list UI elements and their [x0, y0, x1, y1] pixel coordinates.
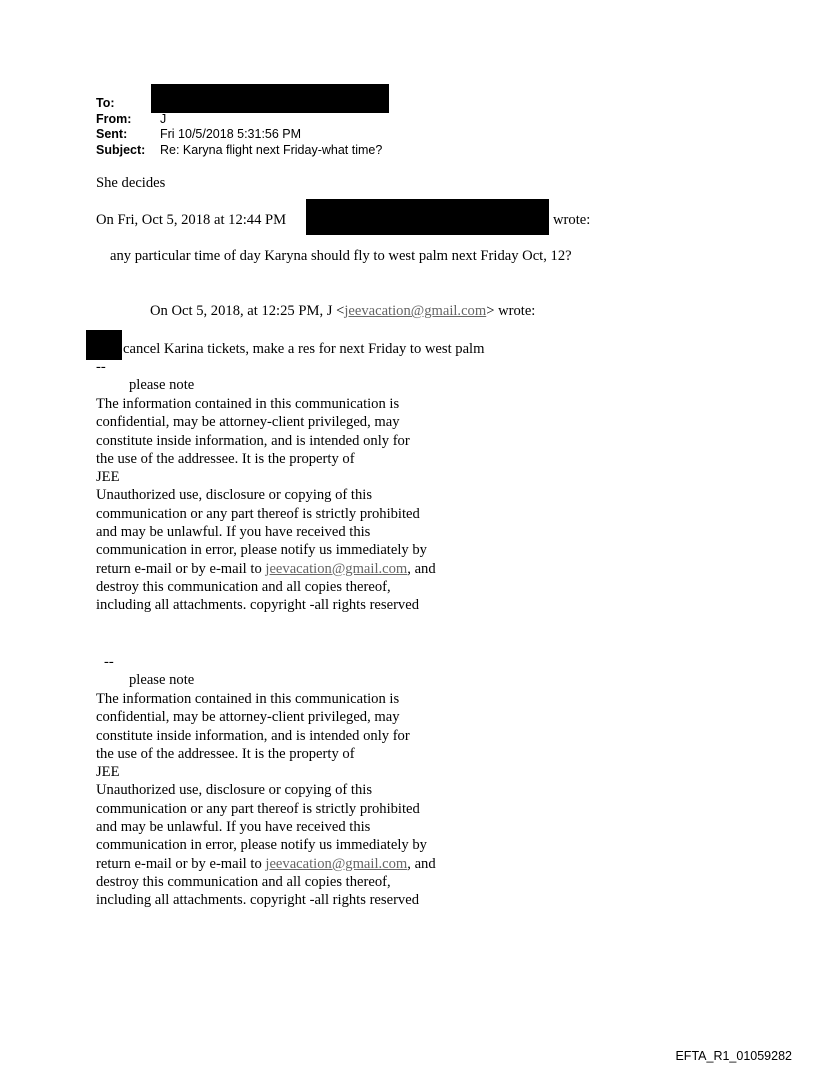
disclaimer-email-link[interactable]: jeevacation@gmail.com: [265, 855, 408, 872]
disclaimer-line: communication or any part thereof is strictly prohibited: [96, 505, 420, 522]
reply-text: She decides: [96, 175, 166, 191]
disclaimer-line: communication in error, please notify us immediately by: [96, 542, 427, 559]
disclaimer-line: and may be unlawful. If you have received this: [96, 819, 371, 836]
disclaimer-line: the use of the addressee. It is the property of: [96, 450, 355, 467]
disclaimer-line: Unauthorized use, disclosure or copying of this: [96, 487, 373, 504]
disclaimer-line: JEE: [96, 469, 120, 486]
from-value: J: [160, 112, 167, 126]
please-note: please note: [129, 377, 195, 393]
disclaimer-line: destroy this communication and all copies thereof,: [96, 873, 391, 890]
signature-separator: --: [104, 654, 114, 670]
disclaimer-line: The information contained in this communication is: [96, 691, 400, 707]
sent-label: Sent:: [96, 127, 128, 141]
quote1-wrote: wrote:: [553, 212, 591, 228]
disclaimer-line-suffix: , and: [407, 855, 436, 872]
quote2-intro-prefix: On Oct 5, 2018, at 12:25 PM, J <: [150, 303, 345, 319]
disclaimer-line: including all attachments. copyright -all rights reserved: [96, 892, 419, 909]
disclaimer-line: communication or any part thereof is strictly prohibited: [96, 800, 420, 817]
disclaimer-line: Unauthorized use, disclosure or copying of this: [96, 782, 373, 799]
signature-separator: --: [96, 359, 106, 375]
disclaimer-line: confidential, may be attorney-client privileged, may: [96, 709, 400, 726]
disclaimer-line: including all attachments. copyright -all rights reserved: [96, 597, 419, 614]
disclaimer-line-prefix: return e-mail or by e-mail to: [96, 855, 266, 872]
quote2-intro-suffix: > wrote:: [486, 303, 536, 319]
quote2-text: cancel Karina tickets, make a res for next Friday to west palm: [123, 341, 485, 357]
disclaimer-block: [96, 690, 436, 910]
bates-number: EFTA_R1_01059282: [675, 1049, 792, 1063]
quote1-text: any particular time of day Karyna should fly to west palm next Friday Oct, 12?: [110, 248, 572, 264]
quote2-intro: [150, 302, 535, 320]
disclaimer-line: communication in error, please notify us immediately by: [96, 837, 427, 854]
disclaimer-line: constitute inside information, and is intended only for: [96, 432, 410, 449]
disclaimer-line-suffix: , and: [407, 560, 436, 577]
disclaimer-line: destroy this communication and all copies thereof,: [96, 578, 391, 595]
please-note: please note: [129, 672, 195, 688]
subject-value: Re: Karyna flight next Friday-what time?: [160, 143, 383, 157]
redaction-quote1-sender: [306, 199, 549, 235]
to-label: To:: [96, 96, 115, 110]
sent-value: Fri 10/5/2018 5:31:56 PM: [160, 127, 302, 141]
disclaimer-line: confidential, may be attorney-client privileged, may: [96, 414, 400, 431]
subject-label: Subject:: [96, 143, 146, 157]
redaction-quote2-recipient: [86, 330, 122, 360]
disclaimer-line: the use of the addressee. It is the property of: [96, 745, 355, 762]
quote1-intro: On Fri, Oct 5, 2018 at 12:44 PM: [96, 212, 287, 228]
disclaimer-line: [96, 855, 436, 873]
disclaimer-line: and may be unlawful. If you have received this: [96, 524, 371, 541]
from-label: From:: [96, 112, 132, 126]
disclaimer-line: [96, 560, 436, 578]
quote2-email-link[interactable]: jeevacation@gmail.com: [344, 303, 487, 319]
disclaimer-line: The information contained in this communication is: [96, 396, 400, 412]
redaction-to: [151, 84, 389, 113]
disclaimer-line: JEE: [96, 764, 120, 781]
disclaimer-block: [96, 395, 436, 615]
disclaimer-line-prefix: return e-mail or by e-mail to: [96, 560, 266, 577]
disclaimer-email-link[interactable]: jeevacation@gmail.com: [265, 560, 408, 577]
disclaimer-line: constitute inside information, and is intended only for: [96, 727, 410, 744]
